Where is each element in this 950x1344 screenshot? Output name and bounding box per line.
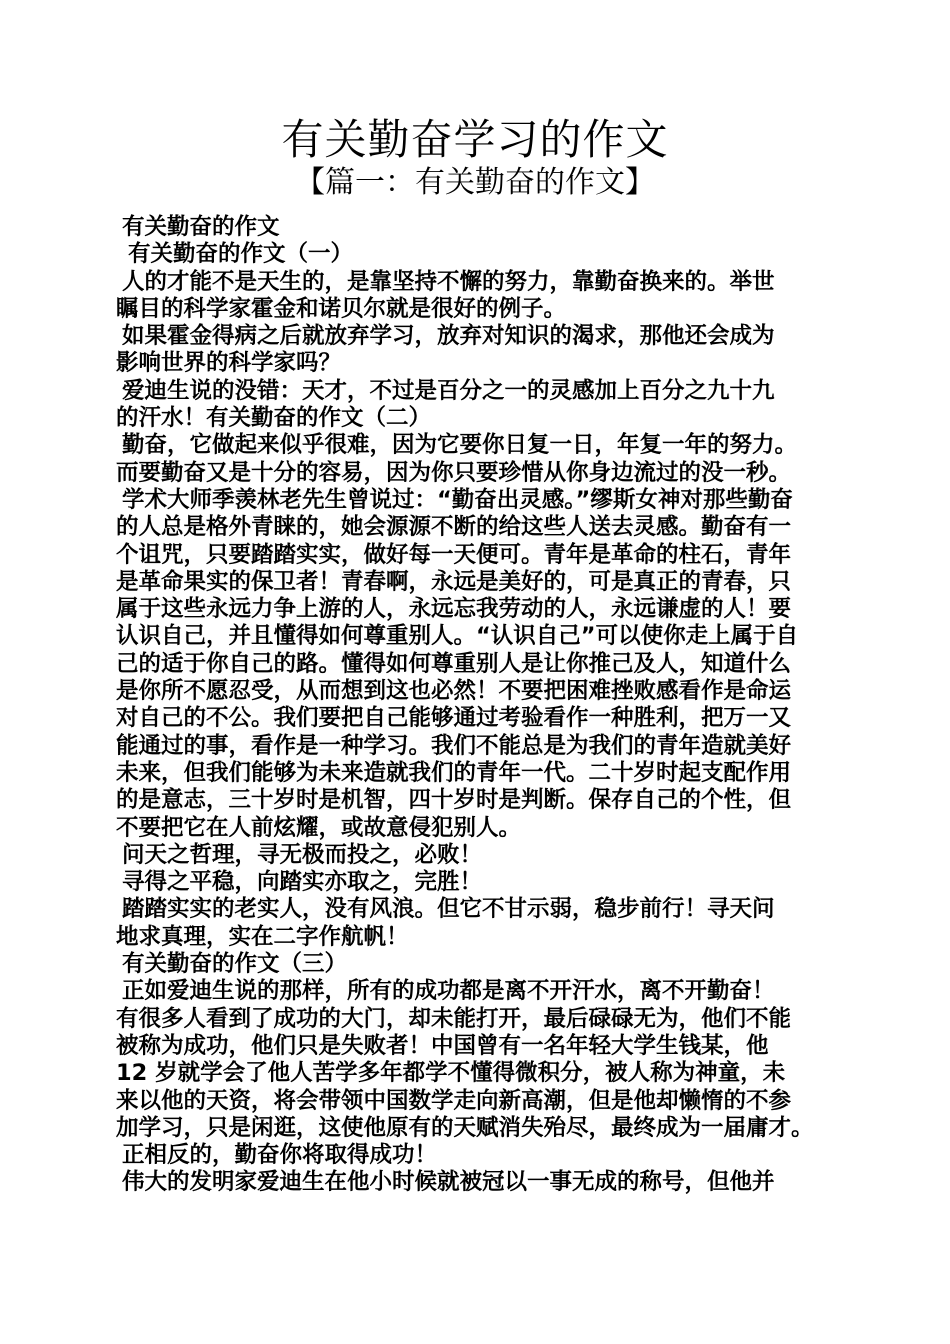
text-line: 有关勤奋的作文（一） — [128, 241, 354, 268]
text-line: 问天之哲理，寻无极而投之，必败！ — [122, 841, 483, 868]
text-line: 如果霍金得病之后就放弃学习，放弃对知识的渴求，那他还会成为 — [122, 323, 775, 350]
text-line: 有关勤奋的作文（三） — [122, 951, 348, 978]
text-line: 个诅咒，只要踏踏实实，做好每一天便可。青年是革命的柱石，青年 — [116, 541, 792, 568]
text-line: 能通过的事，看作是一种学习。我们不能总是为我们的青年造就美好 — [116, 732, 792, 759]
text-line: 人的才能不是天生的，是靠坚持不懈的努力，靠勤奋换来的。举世 — [122, 268, 775, 295]
text-line: 踏踏实实的老实人，没有风浪。但它不甘示弱，稳步前行！寻天问 — [122, 896, 775, 923]
text-line: 的是意志，三十岁时是机智，四十岁时是判断。保存自己的个性，但 — [116, 787, 792, 814]
text-line: 正如爱迪生说的那样，所有的成功都是离不开汗水，离不开勤奋！ — [122, 978, 775, 1005]
text-line: 学术大师季羡林老先生曾说过：“勤奋出灵感。”缪斯女神对那些勤奋 — [122, 486, 793, 513]
text-line: 有很多人看到了成功的大门，却未能打开，最后碌碌无为，他们不能 — [116, 1005, 792, 1032]
text-line: 伟大的发明家爱迪生在他小时候就被冠以一事无成的称号，但他并 — [122, 1169, 775, 1196]
text-line: 是你所不愿忍受，从而想到这也必然！不要把困难挫败感看作是命运 — [116, 678, 792, 705]
text-line: 有关勤奋的作文 — [122, 214, 280, 240]
text-line: 地求真理，实在二字作航帆！ — [116, 923, 409, 950]
text-line: 未来，但我们能够为未来造就我们的青年一代。二十岁时起支配作用 — [116, 759, 792, 786]
text-line: 己的适于你自己的路。懂得如何尊重别人是让你推己及人，知道什么 — [116, 650, 792, 677]
document-title: 有关勤奋学习的作文 — [281, 115, 669, 164]
text-line: 对自己的不公。我们要把自己能够通过考验看作一种胜利，把万一又 — [116, 705, 792, 732]
text-line: 勤奋，它做起来似乎很难，因为它要你日复一日，年复一年的努力。 — [122, 432, 798, 459]
document-body — [116, 214, 856, 1197]
text-line: 正相反的，勤奋你将取得成功！ — [122, 1142, 438, 1169]
text-line: 12 岁就学会了他人苦学多年都学不懂得微积分，被人称为神童，未 — [116, 1060, 786, 1087]
text-line: 加学习，只是闲逛，这使他原有的天赋消失殆尽，最终成为一届庸才。 — [116, 1114, 814, 1141]
text-line: 被称为成功，他们只是失败者！中国曾有一名年轻大学生钱某，他 — [116, 1032, 769, 1059]
document-subtitle: 【篇一：有关勤奋的作文】 — [295, 165, 655, 200]
text-line: 属于这些永远力争上游的人，永远忘我劳动的人，永远谦虚的人！要 — [116, 596, 792, 623]
text-line: 认识自己，并且懂得如何尊重别人。“认识自己”可以使你走上属于自 — [116, 623, 799, 650]
text-line: 来以他的天资，将会带领中国数学走向新高潮，但是他却懒惰的不参 — [116, 1087, 792, 1114]
text-line: 的汗水！有关勤奋的作文（二） — [116, 405, 432, 432]
text-line: 而要勤奋又是十分的容易，因为你只要珍惜从你身边流过的没一秒。 — [116, 459, 792, 486]
text-line: 的人总是格外青睐的，她会源源不断的给这些人送去灵感。勤奋有一 — [116, 514, 792, 541]
text-line: 瞩目的科学家霍金和诺贝尔就是很好的例子。 — [116, 295, 567, 322]
text-line: 是革命果实的保卫者！青春啊，永远是美好的，可是真正的青春，只 — [116, 568, 792, 595]
text-line: 爱迪生说的没错：天才，不过是百分之一的灵感加上百分之九十九 — [122, 377, 775, 404]
text-line: 寻得之平稳，向踏实亦取之，完胜！ — [122, 869, 483, 896]
text-line: 影响世界的科学家吗？ — [116, 350, 342, 377]
text-line: 不要把它在人前炫耀，或故意侵犯别人。 — [116, 814, 522, 841]
